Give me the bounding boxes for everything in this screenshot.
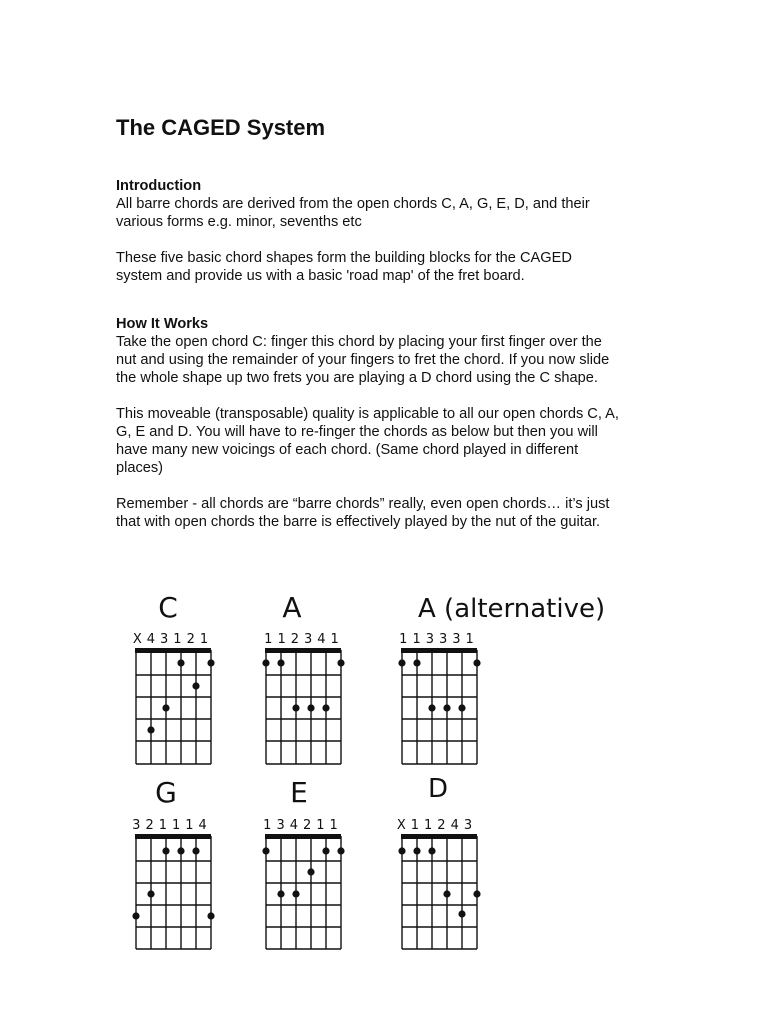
body-line: the whole shape up two frets you are playing a D chord using the C shape. [116,370,598,386]
body-line: places) [116,460,164,476]
chord-name-e: E [290,776,308,809]
chord-diagram-a [262,648,344,764]
intro-line: system and provide us with a basic 'road map' of the fret board. [116,268,525,284]
how-it-works-heading: How It Works [116,316,209,332]
chord-diagram-d [398,834,480,949]
chord-name-a-alternative: A (alternative) [418,594,606,624]
page-title: The CAGED System [116,115,326,140]
fingering-label-e: 134211 [263,818,343,833]
document-body [116,177,676,531]
intro-line: All barre chords are derived from the open chords C, A, G, E, D, and their [116,196,590,212]
introduction-heading: Introduction [116,178,202,194]
body-line: Remember - all chords are “barre chords” really, even open chords… it’s just [116,496,610,512]
fingering-label-c: X43121 [132,632,214,647]
chord-name-g: G [155,776,177,809]
intro-line: These five basic chord shapes form the building blocks for the CAGED [116,250,572,266]
body-line: This moveable (transposable) quality is applicable to all our open chords C, A, [116,406,619,422]
body-line: Take the open chord C: finger this chord by placing your first finger over the [116,334,602,350]
chord-diagram-a-alternative [398,648,480,764]
fingering-label-g: 321114 [132,818,212,833]
body-line: have many new voicings of each chord. (Same chord played in different [116,442,579,458]
body-line: that with open chords the barre is effectively played by the nut of the guitar. [116,514,601,530]
fingering-label-d: X11243 [396,818,478,833]
chord-diagram-c [135,648,215,764]
chord-diagram-g [132,834,214,949]
intro-line: various forms e.g. minor, sevenths etc [116,214,362,230]
chord-name-d: D [427,774,449,804]
fingering-label-a: 112341 [264,632,344,647]
chord-name-a: A [282,591,302,624]
fingering-label-a-alternative: 113331 [399,632,479,647]
chord-diagrams [0,560,768,960]
chord-name-c: C [158,591,178,624]
body-line: G, E and D. You will have to re-finger the chords as below but then you will [116,424,598,440]
chord-diagram-e [262,834,344,949]
body-line: nut and using the remainder of your fingers to fret the chord. If you now slide [116,352,610,368]
